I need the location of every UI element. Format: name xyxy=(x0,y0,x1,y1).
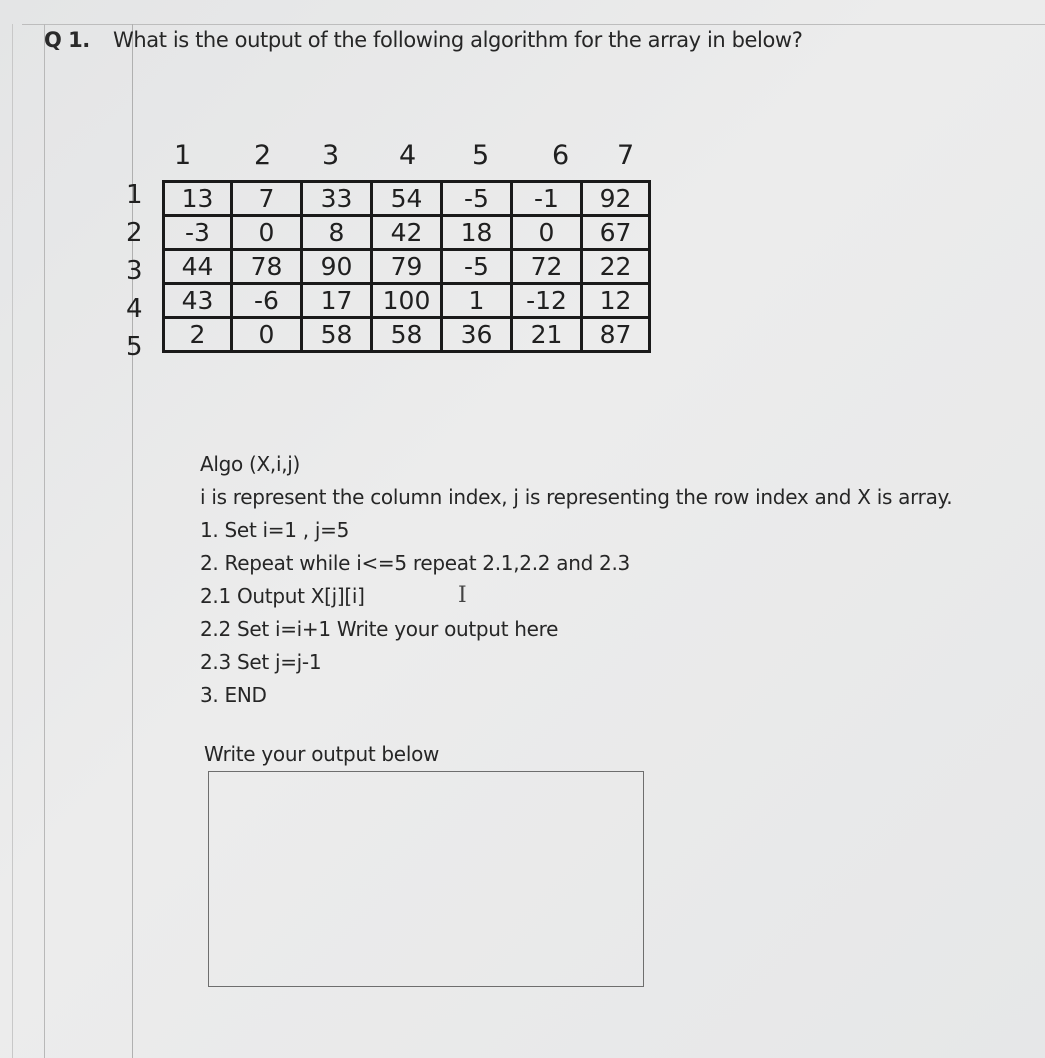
table-cell: 8 xyxy=(302,216,372,250)
table-row xyxy=(164,182,650,216)
table-cell: 67 xyxy=(582,216,650,250)
table-cell: 12 xyxy=(582,284,650,318)
table-row xyxy=(164,250,650,284)
algorithm-line: 3. END xyxy=(200,683,267,707)
table-cell: -6 xyxy=(232,284,302,318)
algorithm-line: 1. Set i=1 , j=5 xyxy=(200,518,349,542)
table-cell: 17 xyxy=(302,284,372,318)
column-header: 4 xyxy=(399,140,417,171)
table-cell: -5 xyxy=(442,250,512,284)
output-label: Write your output below xyxy=(204,742,440,766)
output-answer-field[interactable] xyxy=(208,771,644,987)
table-cell: 0 xyxy=(232,216,302,250)
question-text: What is the output of the following algorithm for the array in below? xyxy=(113,28,803,52)
row-header: 4 xyxy=(126,294,143,324)
divider xyxy=(44,24,45,1058)
algorithm-line: 2. Repeat while i<=5 repeat 2.1,2.2 and 2.3 xyxy=(200,551,630,575)
table-cell: 21 xyxy=(512,318,582,352)
row-header: 2 xyxy=(126,218,143,248)
table-cell: 72 xyxy=(512,250,582,284)
table-cell: -12 xyxy=(512,284,582,318)
row-header: 5 xyxy=(126,332,143,362)
row-header: 1 xyxy=(126,180,143,210)
algorithm-line: 2.1 Output X[j][i] xyxy=(200,584,365,608)
column-header: 2 xyxy=(254,140,272,171)
table-cell: 33 xyxy=(302,182,372,216)
table-cell: 44 xyxy=(164,250,232,284)
table-cell: 0 xyxy=(512,216,582,250)
column-header: 3 xyxy=(322,140,340,171)
array-column-headers xyxy=(162,140,674,178)
column-header: 1 xyxy=(174,140,192,171)
table-cell: 2 xyxy=(164,318,232,352)
table-cell: 54 xyxy=(372,182,442,216)
table-cell: 7 xyxy=(232,182,302,216)
table-cell: 22 xyxy=(582,250,650,284)
row-header: 3 xyxy=(126,256,143,286)
table-cell: -3 xyxy=(164,216,232,250)
table-cell: 90 xyxy=(302,250,372,284)
table-cell: 92 xyxy=(582,182,650,216)
question-number: Q 1. xyxy=(44,28,90,52)
algorithm-line: 2.3 Set j=j-1 xyxy=(200,650,322,674)
array-table xyxy=(162,180,651,353)
table-cell: 18 xyxy=(442,216,512,250)
table-cell: 58 xyxy=(372,318,442,352)
column-header: 6 xyxy=(552,140,570,171)
table-row xyxy=(164,216,650,250)
table-cell: 42 xyxy=(372,216,442,250)
column-header: 7 xyxy=(617,140,635,171)
algorithm-line: i is represent the column index, j is representing the row index and X is array. xyxy=(200,485,953,509)
table-cell: 43 xyxy=(164,284,232,318)
table-cell: -1 xyxy=(512,182,582,216)
algorithm-block xyxy=(200,448,952,712)
table-cell: 36 xyxy=(442,318,512,352)
table-cell: 1 xyxy=(442,284,512,318)
algorithm-title: Algo (X,i,j) xyxy=(200,452,301,476)
table-cell: 79 xyxy=(372,250,442,284)
text-cursor-icon: I xyxy=(458,583,467,608)
table-cell: 100 xyxy=(372,284,442,318)
divider xyxy=(22,24,1045,25)
table-cell: -5 xyxy=(442,182,512,216)
divider xyxy=(12,24,13,1058)
table-cell: 0 xyxy=(232,318,302,352)
algorithm-line: 2.2 Set i=i+1 Write your output here xyxy=(200,617,559,641)
column-header: 5 xyxy=(472,140,490,171)
table-cell: 58 xyxy=(302,318,372,352)
table-cell: 13 xyxy=(164,182,232,216)
table-cell: 87 xyxy=(582,318,650,352)
table-row xyxy=(164,284,650,318)
table-row xyxy=(164,318,650,352)
table-cell: 78 xyxy=(232,250,302,284)
